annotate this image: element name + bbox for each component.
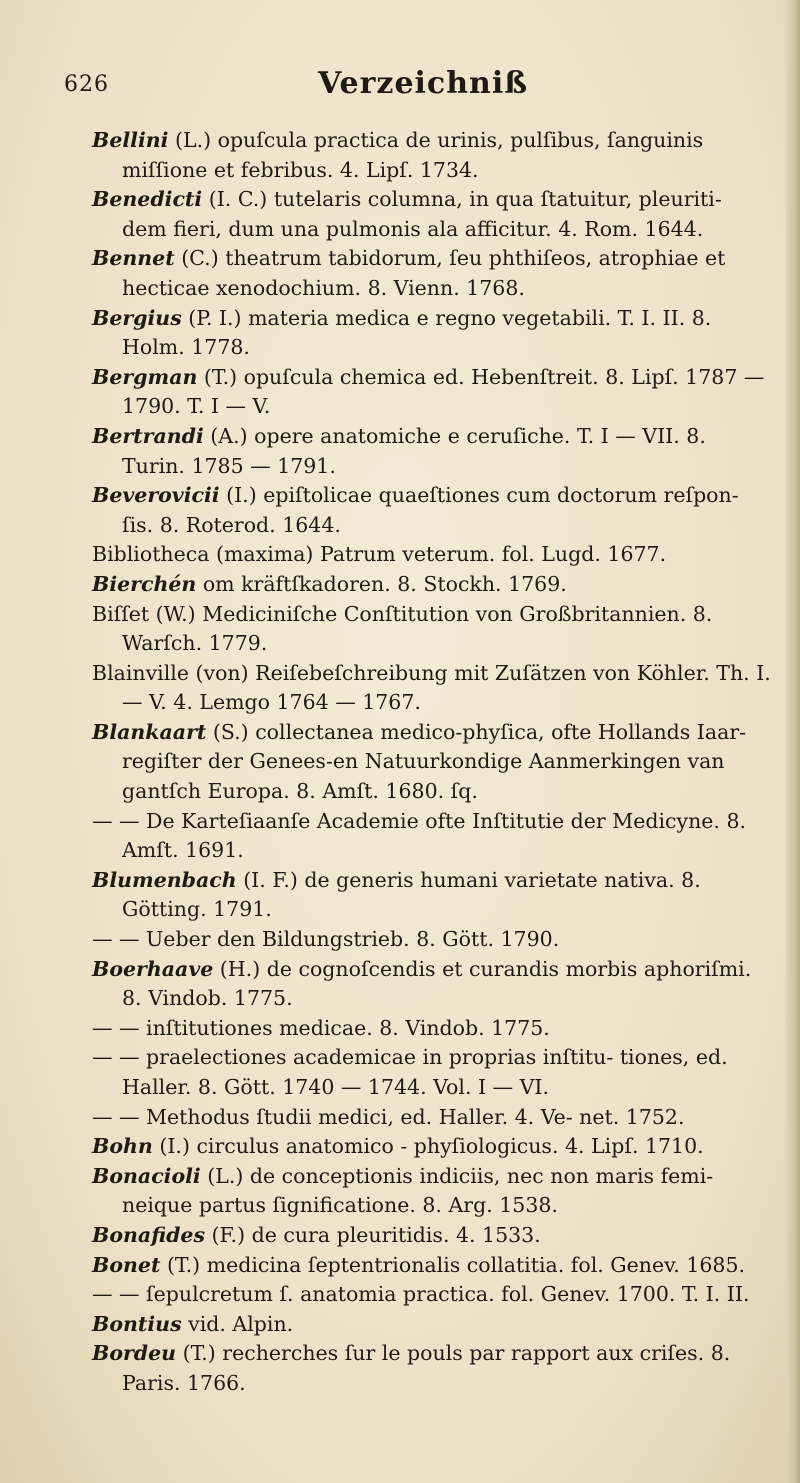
entry-author: Blumenbach xyxy=(92,867,237,892)
entry-author: Bonacioli xyxy=(92,1163,201,1188)
entry-text: (I.) circulus anatomico - phyſiologicus. 4. Lipſ. 1710. xyxy=(152,1134,704,1159)
entry-author: Bergman xyxy=(92,364,198,389)
entry-text: (T.) opuſcula chemica ed. Hebenſtreit. 8. Lipſ. 1787 — 1790. T. I — V. xyxy=(122,364,765,419)
bibliography-entry xyxy=(92,422,772,481)
entry-author: Bordeu xyxy=(92,1341,177,1366)
bibliography-entry xyxy=(92,1103,772,1133)
bibliography-entry xyxy=(92,185,772,244)
bibliography-entry-fraktur xyxy=(92,925,772,955)
entry-author: Boerhaave xyxy=(92,956,214,981)
page-number: 626 xyxy=(64,72,109,97)
entry-author: Beverovicii xyxy=(92,483,220,508)
entry-author: Bierchén xyxy=(92,571,197,596)
entry-text: — — Ueber den Bildungstrieb. 8. Gött. 1790. xyxy=(92,927,560,952)
entry-text: (T.) medicina ſeptentrionalis collatitia. fol. Genev. 1685. xyxy=(160,1252,746,1277)
entry-text: — — ſepulcretum ſ. anatomia practica. fol. Genev. 1700. T. I. II. xyxy=(92,1282,750,1307)
entry-text: (S.) collectanea medico-phyſica, ofte Hollands Iaar- regiſter der Genees-en Natuurkondige Aanmerkingen van gantſch Europa. 8. Amſt. 1680. ſq. xyxy=(122,719,747,804)
page-header xyxy=(60,62,750,112)
entry-author: Bohn xyxy=(92,1134,153,1159)
entry-author: Bennet xyxy=(92,246,175,271)
entry-text: vid. Alpin. xyxy=(181,1311,294,1336)
bibliography-entry xyxy=(92,955,772,1014)
entry-text: — — praelectiones academicae in proprias inſtitu- tiones, ed. Haller. 8. Gött. 1740 — 1744. Vol. I — VI. xyxy=(92,1045,728,1099)
entry-author: Bergius xyxy=(92,305,182,330)
entry-author: Bertrandi xyxy=(92,423,204,448)
entry-author: Bellini xyxy=(92,128,169,152)
entry-text: (I. F.) de generis humani varietate nativa. 8. Götting. 1791. xyxy=(122,867,701,922)
bibliography-entry xyxy=(92,126,772,185)
entry-author: Bonafides xyxy=(92,1222,206,1247)
bibliography-entry xyxy=(92,1162,772,1221)
entry-text: — — inſtitutiones medicae. 8. Vindob. 1775. xyxy=(92,1015,550,1040)
bibliography-list xyxy=(92,126,772,1399)
entry-text: (T.) recherches ſur le pouls par rapport aux criſes. 8. Paris. 1766. xyxy=(122,1341,731,1395)
bibliography-entry xyxy=(92,1014,772,1044)
bibliography-entry xyxy=(92,1221,772,1251)
entry-text: (C.) theatrum tabidorum, ſeu phthiſeos, atrophiae et hecticae xenodochium. 8. Vienn. 1768. xyxy=(122,246,726,300)
bibliography-entry xyxy=(92,363,772,422)
page-edge xyxy=(786,0,800,1483)
bibliography-entry xyxy=(92,570,772,600)
entry-text: (L.) de conceptionis indiciis, nec non maris femi- neique partus ſignificatione. 8. Arg. 1538. xyxy=(122,1163,714,1218)
bibliography-entry xyxy=(92,1132,772,1162)
bibliography-entry xyxy=(92,481,772,540)
bibliography-entry xyxy=(92,1339,772,1398)
entry-text: Biſſet (W.) Mediciniſche Conſtitution von Großbritannien. 8. Warſch. 1779. xyxy=(92,601,713,656)
bibliography-entry xyxy=(92,540,772,570)
bibliography-entry xyxy=(92,304,772,363)
entry-text: (F.) de cura pleuritidis. 4. 1533. xyxy=(205,1222,541,1247)
bibliography-entry xyxy=(92,244,772,303)
entry-text: (I.) epiſtolicae quaeſtiones cum doctorum reſpon- ſis. 8. Roterod. 1644. xyxy=(122,483,739,537)
entry-text: Bibliotheca (maxima) Patrum veterum. fol. Lugd. 1677. xyxy=(92,542,667,567)
entry-author: Bonet xyxy=(92,1252,161,1277)
entry-text: (I. C.) tutelaris columna, in qua ſtatuitur, pleuriti- dem fieri, dum una pulmonis ala afficitur. 4. Rom. 1644. xyxy=(122,187,722,241)
entry-text: Blainville (von) Reiſebeſchreibung mit Zuſätzen von Köhler. Th. I. — V. 4. Lemgo 1764 — 1767. xyxy=(92,660,771,715)
bibliography-entry xyxy=(92,1310,772,1340)
bibliography-entry xyxy=(92,1280,772,1310)
entry-text: (A.) opere anatomiche e ceruſiche. T. I — VII. 8. Turin. 1785 — 1791. xyxy=(122,423,706,478)
entry-text: — — De Karteſiaanſe Academie ofte Inſtitutie der Medicyne. 8. Amſt. 1691. xyxy=(92,808,746,863)
bibliography-entry-fraktur xyxy=(92,659,772,718)
entry-author: Benedicti xyxy=(92,187,203,212)
bibliography-entry xyxy=(92,807,772,866)
bibliography-entry xyxy=(92,866,772,925)
entry-text: — — Methodus ſtudii medici, ed. Haller. 4. Ve- net. 1752. xyxy=(92,1104,685,1129)
entry-text: (L.) opuſcula practica de urinis, pulſibus, ſanguinis miſſione et febribus. 4. Lipſ. 1734. xyxy=(122,128,704,182)
entry-text: (H.) de cognoſcendis et curandis morbis aphoriſmi. 8. Vindob. 1775. xyxy=(122,956,752,1011)
entry-author: Blankaart xyxy=(92,719,207,744)
entry-text: (P. I.) materia medica e regno vegetabili. T. I. II. 8. Holm. 1778. xyxy=(122,305,712,360)
bibliography-entry-fraktur xyxy=(92,600,772,659)
bibliography-entry xyxy=(92,1251,772,1281)
bibliography-entry xyxy=(92,1043,772,1102)
bibliography-entry xyxy=(92,718,772,807)
entry-text: om kräftſkadoren. 8. Stockh. 1769. xyxy=(196,571,567,596)
running-head: Verzeichniß xyxy=(318,66,529,101)
entry-author: Bontius xyxy=(92,1311,182,1336)
